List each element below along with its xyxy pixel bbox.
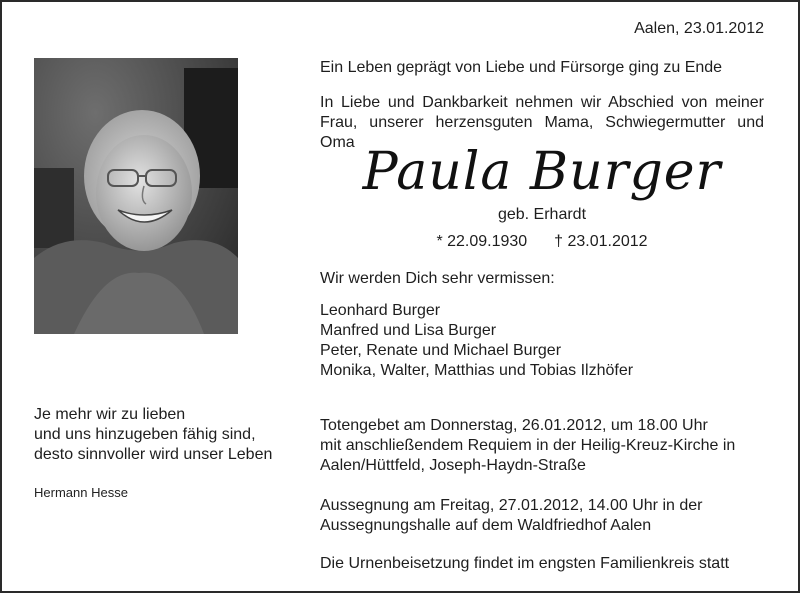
farewell-line: Frau, unserer herzensguten Mama, Schwiegermutter und Oma bbox=[320, 114, 764, 151]
prayer-line: mit anschließendem Requiem in der Heilig-Kreuz-Kirche in bbox=[320, 437, 736, 454]
urn-line: Die Urnenbeisetzung findet im engsten Familienkreis statt bbox=[320, 555, 730, 572]
mourners-heading bbox=[320, 269, 764, 289]
prayer-line: Totengebet am Donnerstag, 26.01.2012, um 18.00 Uhr bbox=[320, 417, 708, 434]
prayer-info bbox=[320, 416, 764, 476]
death-date: † 23.01.2012 bbox=[554, 233, 648, 250]
blessing-info bbox=[320, 496, 764, 536]
quote-line: und uns hinzugeben fähig sind, bbox=[34, 426, 256, 443]
mourners-list bbox=[320, 301, 764, 381]
blessing-line: Aussegnungshalle auf dem Waldfriedhof Aalen bbox=[320, 517, 652, 534]
birth-date: * 22.09.1930 bbox=[436, 233, 528, 250]
quote-author: Hermann Hesse bbox=[34, 485, 128, 500]
farewell-line: In Liebe und Dankbarkeit nehmen wir Abschied von meiner bbox=[320, 94, 764, 111]
quote-block bbox=[34, 405, 272, 465]
life-dates bbox=[320, 233, 764, 251]
urn-info bbox=[320, 554, 764, 574]
mourners-heading-text: Wir werden Dich sehr vermissen: bbox=[320, 270, 555, 287]
intro-block bbox=[320, 58, 764, 78]
quote-line: desto sinnvoller wird unser Leben bbox=[34, 446, 273, 463]
quote-line: Je mehr wir zu lieben bbox=[34, 406, 186, 423]
mourner-name: Peter, Renate und Michael Burger bbox=[320, 342, 562, 359]
mourner-name: Manfred und Lisa Burger bbox=[320, 322, 497, 339]
place-date: Aalen, 23.01.2012 bbox=[634, 20, 764, 37]
mourner-name: Monika, Walter, Matthias und Tobias Ilzhöfer bbox=[320, 362, 634, 379]
blessing-line: Aussegnung am Freitag, 27.01.2012, 14.00 Uhr in der bbox=[320, 497, 703, 514]
portrait-photo bbox=[34, 58, 238, 334]
deceased-name: Paula Burger bbox=[362, 142, 722, 202]
prayer-line: Aalen/Hüttfeld, Joseph-Haydn-Straße bbox=[320, 457, 586, 474]
portrait-image bbox=[34, 58, 238, 334]
maiden-name: geb. Erhardt bbox=[497, 206, 587, 223]
intro-line: Ein Leben geprägt von Liebe und Fürsorge ging zu Ende bbox=[320, 59, 723, 76]
mourner-name: Leonhard Burger bbox=[320, 302, 441, 319]
